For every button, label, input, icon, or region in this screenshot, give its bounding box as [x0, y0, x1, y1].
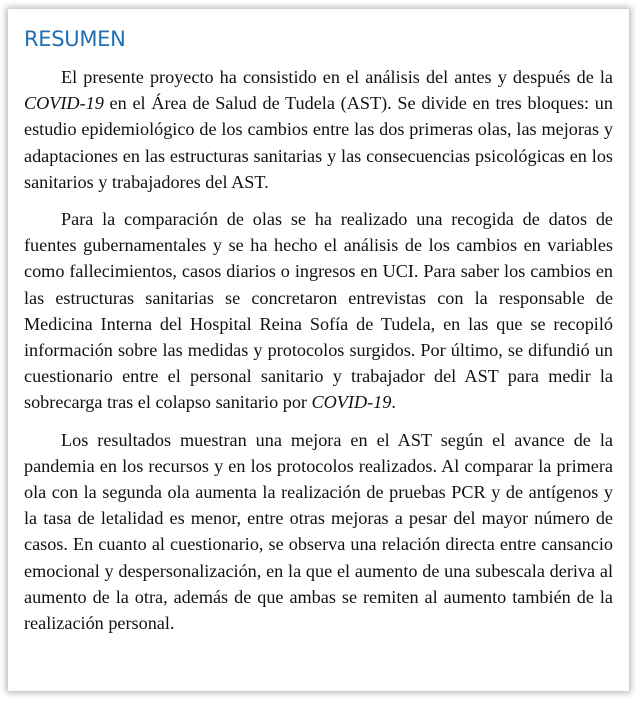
text-segment: en el Área de Salud de Tudela (AST). Se divide en tres bloques: un estudio epidemiológico de los cambios entre las dos primeras olas, las mejoras y adaptaciones en las estructuras sanitarias y las consecuencias psicológicas en los sanitarios y trabajadores del AST. [24, 93, 613, 192]
italic-term: COVID-19 [24, 93, 104, 114]
text-segment: El presente proyecto ha consistido en el análisis del antes y después de la [61, 67, 613, 87]
text-segment: Para la comparación de olas se ha realizado una recogida de datos de fuentes gubernamentales y se ha hecho el análisis de los cambios en variables como fallecimientos, casos diarios o ingresos en UCI. Para saber los cambios en las estructuras sanitarias se concretaron entrevistas con la responsable de Medicina Interna del Hospital Reina Sofía de Tudela, en las que se recopiló información sobre las medidas y protocolos surgidos. Por último, se difundió un cuestionario entre el personal sanitario y trabajador del AST para medir la sobrecarga tras el colapso sanitario por [24, 209, 613, 413]
paragraph-methods [24, 206, 613, 416]
paragraph-intro [24, 64, 613, 195]
section-title: RESUMEN [24, 27, 126, 51]
paragraph-results [24, 427, 613, 637]
italic-term: COVID-19 [311, 392, 392, 413]
text-segment: . [391, 392, 396, 413]
abstract-card [8, 9, 629, 691]
text-segment: Los resultados muestran una mejora en el AST según el avance de la pandemia en los recursos y en los protocolos realizados. Al comparar la primera ola con la segunda ola aumenta la realización de pruebas PCR y de antígenos y la tasa de letalidad es menor, entre otras mejoras a pesar del mayor número de casos. En cuanto al cuestionario, se observa una relación directa entre cansancio emocional y despersonalización, en la que el aumento de una subescala deriva al aumento de la otra, además de que ambas se remiten al aumento también de la realización personal. [24, 429, 613, 634]
